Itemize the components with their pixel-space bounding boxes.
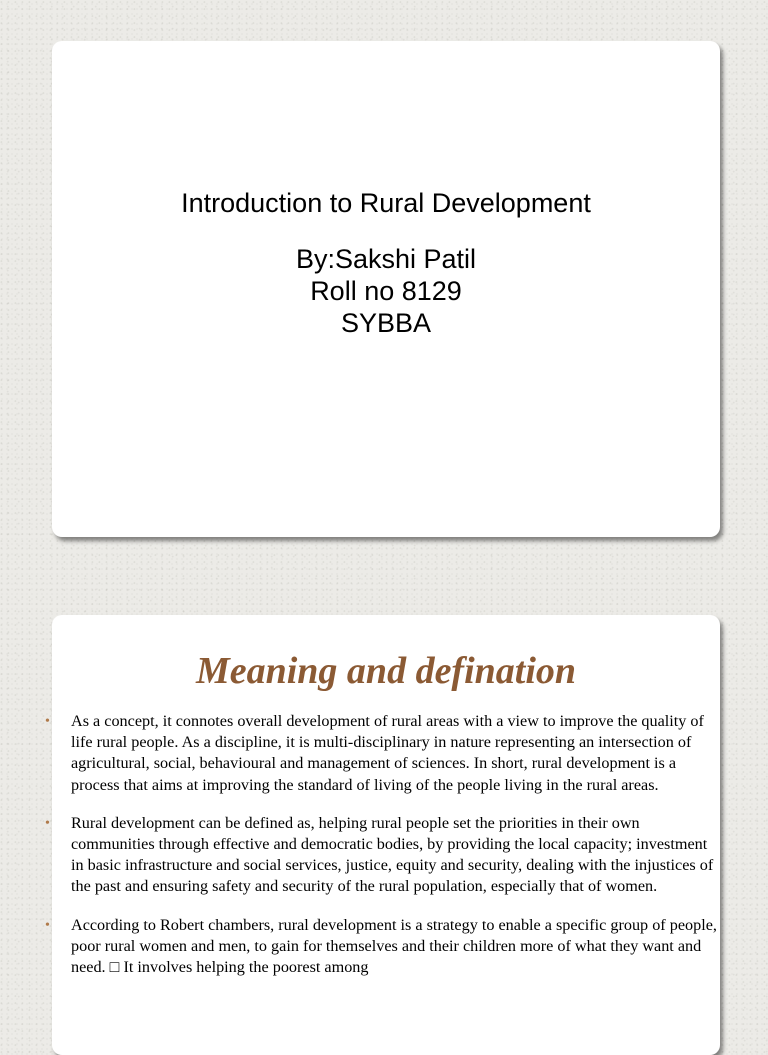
author-line: By:Sakshi Patil — [295, 244, 477, 274]
slide-heading: Meaning and defination — [195, 650, 577, 692]
meaning-slide — [45, 615, 720, 1055]
bullet-list — [45, 711, 721, 995]
bullet-text: According to Robert chambers, rural development is a strategy to enable a specific group of people, poor rural women and men, to gain for themselves and their children more of what they want and need. □ It involves helping the poorest among — [71, 915, 717, 977]
presentation-title: Introduction to Rural Development — [181, 188, 591, 218]
roll-number-line: Roll no 8129 — [310, 276, 462, 306]
class-line: SYBBA — [340, 308, 432, 338]
bullet-text: Rural development can be defined as, helping rural people set the priorities in their own communities through effective and democratic bodies, by providing the local capacity; investment in basic infrastructure and social services, justice, equity and security, dealing with the injustices of the past and ensuring safety and security of the rural population, especially that of women. — [71, 813, 714, 896]
title-slide — [52, 41, 720, 537]
bullet-text: As a concept, it connotes overall development of rural areas with a view to improve the quality of life rural people. As a discipline, it is multi-disciplinary in nature representing an intersection of agricultural, social, behavioural and management of sciences. In short, rural development is a process that aims at improving the standard of living of the people living in the rural areas. — [71, 712, 704, 794]
bullet-icon: • — [45, 815, 50, 831]
title-block — [52, 187, 720, 339]
bullet-item — [45, 813, 721, 898]
bullet-item — [45, 711, 721, 796]
bullet-icon: • — [45, 917, 50, 933]
bullet-item — [45, 915, 721, 979]
bullet-icon: • — [45, 714, 50, 729]
